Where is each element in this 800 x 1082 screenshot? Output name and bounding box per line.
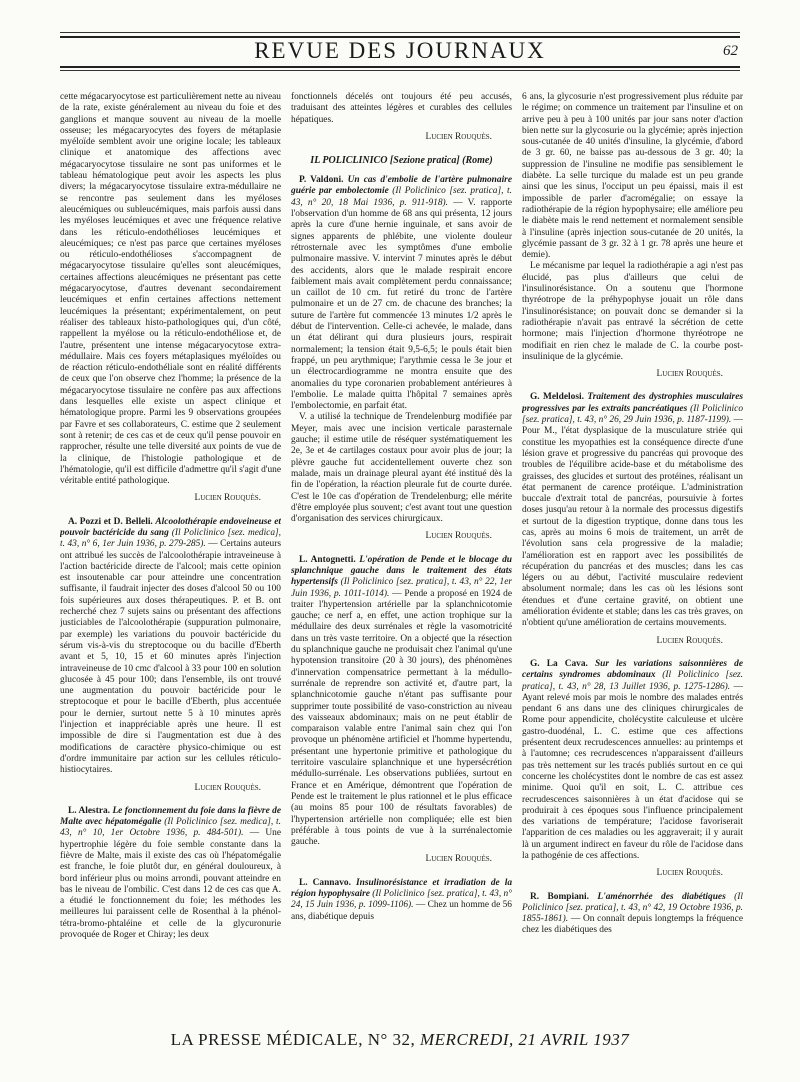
article-author: R. Bompiani. xyxy=(530,891,589,902)
article-body: — V. rapporte l'observation d'un homme de 68 ans qui présenta, 12 jours après la cure d'une hernie inguinale, et sans avoir de signes apparents de phlébite, une violente douleur rétrosternale avec les symptômes d'une embolie pulmonaire massive. V. intervint 7 minutes après le début des accidents, alors que le malade respirait encore faiblement mais avait complètement perdu connaissance; un caillot de 10 cm. fut retiré du tronc de l'artère pulmonaire et un de 27 cm. de chacune des branches; la suture de l'artère fut commencée 13 minutes 1/2 après le début de l'intervention. Celle-ci achevée, le malade, dans un état délirant qui dura plusieurs jours, respirait normalement; la tension était 9,5-6,5; le pouls était bien frappé, un peu arythmique; l'arythmie cessa le 3e jour et un électrocardiogramme ne montra ensuite que des anomalies du type coronarien probablement antérieures à l'embolie. Le malade quitta l'hôpital 7 semaines après l'embolectomie, en parfait état. xyxy=(291,197,512,412)
article-body: — Pende a proposé en 1924 de traiter l'hypertension artérielle par la splanchnicotomie gauche; ce nerf a, en effet, une action trophique sur la médullaire des deux surrénales et règle la vasomotricité dans un très vaste territoire. On a objecté que la résection du splanchnique gauche ne produisait chez l'animal qu'une hypotension transitoire (20 à 30 jours), des phénomènes d'innervation compensatrice permettant à la médullo-surrénale de reprendre son activité et, d'autre part, la splanchnicotomie gauche n'étant pas suffisante pour supprimer toute possibilité de vaso-constriction au niveau des vaisseaux abdominaux; mais on ne peut établir de comparaison valable entre l'animal sain chez qui l'on provoque un phénomène artificiel et l'homme hypertendu, présentant une hypertonie primitive et pathologique du territoire vasculaire splanchnique et une hypersécrétion médullo-surrénale. Les observations publiées, surtout en France et en Amérique, démontrent que l'opération de Pende est le traitement le plus rationnel et le plus efficace (au moins 85 pour 100 de résultats favorables) de l'hypertension artérielle non compliquée; elle est bien préférable à tous points de vue à la surrénalectomie gauche. xyxy=(291,588,512,848)
footer-journal-issue: LA PRESSE MÉDICALE, N° 32, xyxy=(170,1030,416,1049)
article-body: — Une hypertrophie légère du foie semble constante dans la fièvre de Malte, mais il existe des cas où l'hépatomégalie est franche, le foie plutôt dur, en général douloureux, à bord inférieur plus ou moins arrondi, pouvant atteindre en bas le niveau de l'ombilic. C'est dans 12 de ces cas que A. a étudié le fonctionnement du foie; les méthodes les meilleures lui paraissent celle de Rosenthal à la phénol-tétra-bromo-phtaléine et celle de la glycuronurie provoquée de Roger et Chiray; les deux xyxy=(60,828,281,941)
footer-date: MERCREDI, 21 AVRIL 1937 xyxy=(420,1030,630,1049)
page-number: 62 xyxy=(723,43,738,59)
author-signature: Lucien Rouquès. xyxy=(656,635,723,646)
article-title: L'aménorrhée des diabétiques xyxy=(597,891,726,902)
article-author: L. Antognetti. xyxy=(299,554,356,565)
article-author: G. Meldelosi. xyxy=(530,392,584,403)
author-signature: Lucien Rouquès. xyxy=(656,369,723,380)
article-source: (Il Policlinico [sez. pratica], t. 43, n° 26, 29 Juin 1936, p. 1187-1199). xyxy=(522,403,743,426)
author-signature: Lucien Rouquès. xyxy=(656,868,723,879)
article-author: L. Alestra. xyxy=(68,805,111,816)
author-signature: Lucien Rouquès. xyxy=(425,131,492,142)
article-body: — On connaît depuis longtemps la fréquence chez les diabétiques des xyxy=(522,914,743,936)
article-alestra xyxy=(60,806,281,942)
article-meldelosi xyxy=(522,392,743,629)
header-rule-bottom xyxy=(60,70,740,71)
article-title: Un cas d'embolie de l'artère pulmonaire guérie par embolectomie xyxy=(291,175,512,197)
continued-paragraph: cette mégacaryocytose est particulièrement nette au niveau de la rate, existe généralement au niveau du foie et des ganglions et manque souvent au niveau de la moelle osseuse; les mégacaryocytes des foyers de métaplasie myéloïde semblent avoir une origine locale; les tableaux clinique et anatomique des affections avec mégacaryocytose tissulaire ne sont pas uniformes et le tableau hématologique peut avoir les aspects les plus divers; la mégacaryocytose tissulaire extra-médullaire ne se rencontre pas seulement dans les myéloses aleucémiques ou subleucémiques, mais parfois aussi dans les myéloses leucémiques et avec une fréquence relative dans les réticulo-endothélioses leucémiques et aleucémiques; ce n'est pas parce que certaines myéloses ou réticulo-endothélioses s'accompagnent de mégacaryocytose tissulaire qu'elles sont aleucémiques, certaines affections aleucémiques ne présentant pas cette mégacaryocytose, d'autres devenant secondairement leucémiques et enfin certaines affections nettement leucémiques la présentant; expérimentalement, on peut réaliser des tableaux histo-pathologiques qui, d'un côté, rappellent la myélose ou la réticulo-endothéliose et, de l'autre, présentent une intense mégacaryocytose extra-médullaire. Mais ces foyers métaplasiques myéloïdes ou de réaction réticulo-endothéliale sont en réalité différents de ceux que l'on observe chez l'homme; la présence de la mégacaryocytose tissulaire ne confère pas aux affections dans lesquelles elle existe un aspect clinique et hématologique propre. Parmi les 9 observations groupées par Favre et ses collaborateurs, C. estime que 2 seulement sont à retenir; de ces cas et de ceux qu'il pense pouvoir en rapprocher, résulte une telle diversité aux points de vue de la clinique, de l'histologie pathologique et de l'hématologie, qu'il est difficile d'admettre qu'il s'agit d'une véritable entité pathologique. xyxy=(60,92,281,487)
continued-paragraph: 6 ans, la glycosurie n'est progressivement plus réduite par le régime; on commence un traitement par l'insuline et on arrive peu à peu à 100 unités par jour sans noter d'action bien nette sur la glycosurie ou la glycémie; après injection sous-cutanée de 40 unités d'insuline, la glycémie, d'abord de 3 gr. 60, ne baisse pas au-dessous de 3 gr. 40; la suppression de l'insuline ne modifie pas sensiblement le diabète. La selle turcique du malade est un peu grande ainsi que les sinus, l'occiput un peu épaissi, mais il est impossible de parler d'acromégalie; on essaye la radiothérapie de la région hypophysaire; elle améliore peu le diabète mais le rend nettement et normalement sensible à l'insuline (après injection sous-cutanée de 20 unités, la glycémie passant de 3 gr. 32 à 1 gr. 78 après une heure et demie). xyxy=(522,92,743,261)
article-body: — Chez un homme de 56 ans, diabétique depuis xyxy=(291,900,512,922)
article-source: (Il Policlinico [sez. pratica], t. 43, n° 24, 15 Juin 1936, p. 1099-1106). xyxy=(291,889,512,911)
article-bompiani xyxy=(522,892,743,937)
article-source: (Il Policlinico [sez. medica], t. 43, n° 6, 1er Juin 1936, p. 279-285). xyxy=(60,527,281,550)
article-body: — Certains auteurs ont attribué les succès de l'alcoolothérapie intraveineuse à l'action bactéricide directe de l'alcool; mais cette opinion est insoutenable car pour atteindre une concentration suffisante, il faudrait injecter des doses d'alcool 50 ou 100 fois supérieures aux doses thérapeutiques. P. et B. ont recherché chez 7 sujets sains ou présentant des affections justiciables de l'alcoolothérapie (suppuration pulmonaire, par exemple) les variations du pouvoir bactéricide du sérum vis-à-vis du streptocoque ou du bacille d'Eberth avant et 5, 10, 15 et 60 minutes après l'injection intraveineuse de 10 cmc d'alcool à 33 pour 100 en solution glucosée à 45 pour 100; dans l'ensemble, ils ont trouvé une augmentation du pouvoir bactéricide pour le streptocoque et pour le bacille d'Eberth, plus accentuée pour le dernier, surtout nette 5 à 10 minutes après l'injection et inappréciable après une heure. Il est impossible de dire si l'augmentation est due à des modifications de caractère physico-chimique ou est d'ordre immunitaire par action sur les cellules réticulo-histiocytaires. xyxy=(60,539,281,776)
article-source: (Il Policlinico [sez. pratica], t. 43, n° 22, 1er Juin 1936, p. 1011-1014). xyxy=(291,577,512,599)
journal-section-title: REVUE DES JOURNAUX xyxy=(254,38,546,63)
article-title: Le fonctionnement du foie dans la fièvre de Malte avec hépatomégalie xyxy=(60,805,281,828)
article-title: L'opération de Pende et le blocage du splanchnique gauche dans le traitement des états hypertensifs xyxy=(291,554,512,588)
author-signature: Lucien Rouquès. xyxy=(425,854,492,865)
page-footer xyxy=(60,1030,740,1050)
article-author: G. La Cava. xyxy=(530,658,588,669)
article-la-cava xyxy=(522,659,743,862)
article-paragraph: Le mécanisme par lequel la radiothérapie a agi n'est pas élucidé, pas plus d'ailleurs que celui de l'insulinorésistance. On a soutenu que l'hormone thyréotrope de la préhypophyse jouait un rôle dans l'insulinorésistance; on pouvait donc se demander si la radiothérapie n'avait pas entravé la sécrétion de cette hormone; mais l'injection d'hormone thyréotrope ne modifiait en rien chez le malade de C. la courbe post-insulinique de la glycémie. xyxy=(522,261,743,362)
article-author: A. Pozzi et D. Belleli. xyxy=(68,516,153,527)
article-title: Traitement des dystrophies musculaires progressives par les extraits pancréatiques xyxy=(522,392,743,414)
article-source: (Il Policlinico [sez. pratica], t. 43, n° 28, 13 Juillet 1936, p. 1275-1286). xyxy=(522,670,743,692)
article-source: (Il Policlinico [sez. pratica], t. 43, n° 42, 19 Octobre 1936, p. 1855-1861). xyxy=(522,891,743,925)
article-paragraph: V. a utilisé la technique de Trendelenburg modifiée par Meyer, mais avec une incision verticale parasternale gauche; il estime utile de réséquer systématiquement les 2e, 3e et 4e cartilages costaux pour avoir plus de jour; la plèvre gauche fut accidentellement ouverte chez son malade, mais un drainage pleural ayant été institué dès la fin de l'opération, la réaction pleurale fut de courte durée. C'est le 10e cas d'opération de Trendelenburg; elle mérite d'être employée plus souvent; c'est avant tout une question d'organisation des services chirurgicaux. xyxy=(291,412,512,525)
article-source: (Il Policlinico [sez. pratica], t. 43, n° 20, 18 Mai 1936, p. 911-918). xyxy=(291,186,512,208)
article-cannavo xyxy=(291,878,512,923)
article-valdoni xyxy=(291,175,512,412)
article-body: — Pour M., l'état dysplasique de la musculature striée qui constitue les myopathies est la conséquence directe d'une lésion grave et progressive du pancréas qui provoque des troubles de l'équilibre acide-base et du métabolisme des graisses, des glucides et surtout des protéines, réalisant un état permanent de carence protéique. L'administration buccale d'extrait total de pancréas, poursuivie à fortes doses jusqu'au retour à la normale des processus digestifs et surtout de la digestion tryptique, donne dans tous les cas, après au moins 6 mois de traitement, un arrêt de l'évolution sans cela progressive de la maladie; l'amélioration est en rapport avec les possibilités de récupération du pancréas et des muscles; dans les cas légers ou au début, l'activité musculaire redevient absolument normale; dans les cas où les lésions sont étendues et d'une certaine gravité, on obtient une amélioration évidente et stable; dans les cas très graves, on n'obtient qu'une amélioration de certains mouvements. xyxy=(522,415,743,629)
article-body: — Ayant relevé mois par mois le nombre des malades entrés pendant 6 ans dans une des cliniques chirurgicales de Rome pour appendicite, cholécystite calculeuse et ulcère gastro-duodénal, L. C. estime que ces affections présentent deux recrudescences annuelles: au printemps et à l'automne; ces recrudescences n'apparaissent d'ailleurs pas très nettement sur les tracés publiés surtout en ce qui concerne les cholécystites dont le nombre de cas est assez minime. Quoi qu'il en soit, L. C. attribue ces recrudescences saisonnières à un état d'acidose qui se produirait à ces époques sous l'influence principalement des variations de température; l'acidose favoriserait l'apparition de ces maladies ou les aggraverait; il y aurait là un argument indirect en faveur du rôle de l'acidose dans la pathogénie de ces affections. xyxy=(522,681,743,861)
page-header xyxy=(60,36,740,66)
article-pozzi-belleli xyxy=(60,517,281,777)
article-author: L. Cannavo. xyxy=(299,877,351,888)
article-columns xyxy=(60,92,744,1058)
article-title: Sur les variations saisonnières de certains syndromes abdominaux xyxy=(522,658,743,681)
article-title: Alcoolothérapie endoveineuse et pouvoir bactéricide du sang xyxy=(60,516,281,538)
column-2 xyxy=(291,92,512,1058)
author-signature: Lucien Rouquès. xyxy=(425,531,492,542)
author-signature: Lucien Rouquès. xyxy=(194,782,261,793)
header-rule-top xyxy=(60,32,740,33)
author-signature: Lucien Rouquès. xyxy=(194,493,261,504)
article-antognetti xyxy=(291,555,512,849)
article-author: P. Valdoni. xyxy=(299,175,344,186)
column-3 xyxy=(522,92,743,1058)
article-source: (Il Policlinico [sez. medica], t. 43, n° 10, 1er Octobre 1936, p. 484-501). xyxy=(60,817,281,839)
article-title: Insulinorésistance et irradiation de la région hypophysaire xyxy=(291,877,512,899)
header-rule-bottom-thick xyxy=(60,66,740,68)
journal-section-heading: IL POLICLINICO [Sezione pratica] (Rome) xyxy=(310,155,493,167)
continued-paragraph: fonctionnels décelés ont toujours été peu accusés, traduisant des atteintes légères et curables des cellules hépatiques. xyxy=(291,92,512,125)
column-1 xyxy=(60,92,281,1058)
